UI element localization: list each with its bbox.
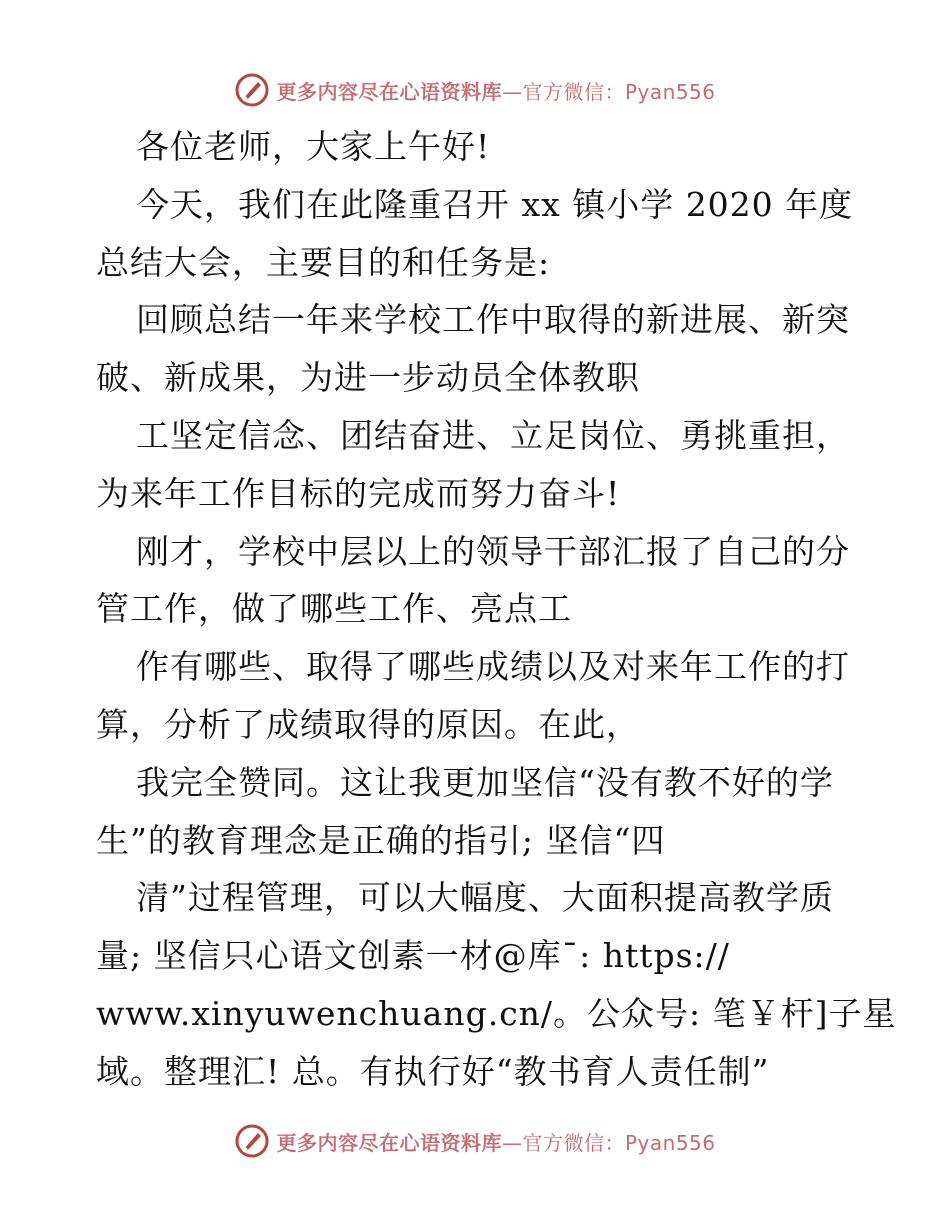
banner-wechat-id: Pyan556 bbox=[624, 79, 716, 104]
paragraph-line: www.xinyuwenchuang.cn/。公众号: 笔￥杆]子星 bbox=[96, 993, 897, 1033]
header-banner bbox=[0, 70, 950, 110]
banner-main-text: 更多内容尽在心语资料库 bbox=[276, 79, 502, 104]
paragraph-line: 清”过程管理，可以大幅度、大面积提高教学质 bbox=[136, 878, 834, 918]
banner-wechat-label: 官方微信： bbox=[522, 1130, 625, 1155]
paragraph-line: 算，分析了成绩取得的原因。在此， bbox=[96, 704, 640, 744]
document-body bbox=[96, 118, 897, 1101]
paragraph-line: 刚才，学校中层以上的领导干部汇报了自己的分 bbox=[136, 531, 850, 571]
pen-seal-logo-icon bbox=[234, 72, 270, 108]
banner-main-text: 更多内容尽在心语资料库 bbox=[276, 1130, 502, 1155]
footer-banner-text bbox=[276, 1127, 715, 1156]
paragraph-line: 量; 坚信只心语文创素一材@库¯: https:// bbox=[96, 936, 730, 976]
banner-separator: — bbox=[501, 79, 523, 104]
paragraph-line: 生”的教育理念是正确的指引; 坚信“四 bbox=[96, 820, 666, 860]
paragraph-line: 总结大会，主要目的和任务是: bbox=[96, 242, 551, 282]
banner-wechat-label: 官方微信： bbox=[522, 79, 625, 104]
paragraph-line: 破、新成果，为进一步动员全体教职 bbox=[96, 358, 640, 398]
paragraph-line: 作有哪些、取得了哪些成绩以及对来年工作的打 bbox=[136, 647, 850, 687]
paragraph-line: 工坚定信念、团结奋进、立足岗位、勇挑重担， bbox=[136, 415, 850, 455]
pen-seal-logo-icon bbox=[234, 1123, 270, 1159]
paragraph-line: 为来年工作目标的完成而努力奋斗! bbox=[96, 473, 621, 513]
banner-wechat-id: Pyan556 bbox=[624, 1130, 716, 1155]
paragraph-line: 我完全赞同。这让我更加坚信“没有教不好的学 bbox=[136, 762, 834, 802]
paragraph-line: 回顾总结一年来学校工作中取得的新进展、新突 bbox=[136, 300, 850, 340]
paragraph-line: 域。整理汇! 总。有执行好“教书育人责任制” bbox=[96, 1051, 770, 1091]
paragraph-line: 各位老师，大家上午好! bbox=[136, 127, 491, 166]
paragraph-line: 管工作，做了哪些工作、亮点工 bbox=[96, 589, 572, 629]
footer-banner bbox=[0, 1121, 950, 1161]
header-banner-text bbox=[276, 76, 715, 105]
paragraph-line: 今天，我们在此隆重召开 xx 镇小学 2020 年度 bbox=[136, 184, 854, 224]
banner-separator: — bbox=[501, 1130, 523, 1155]
